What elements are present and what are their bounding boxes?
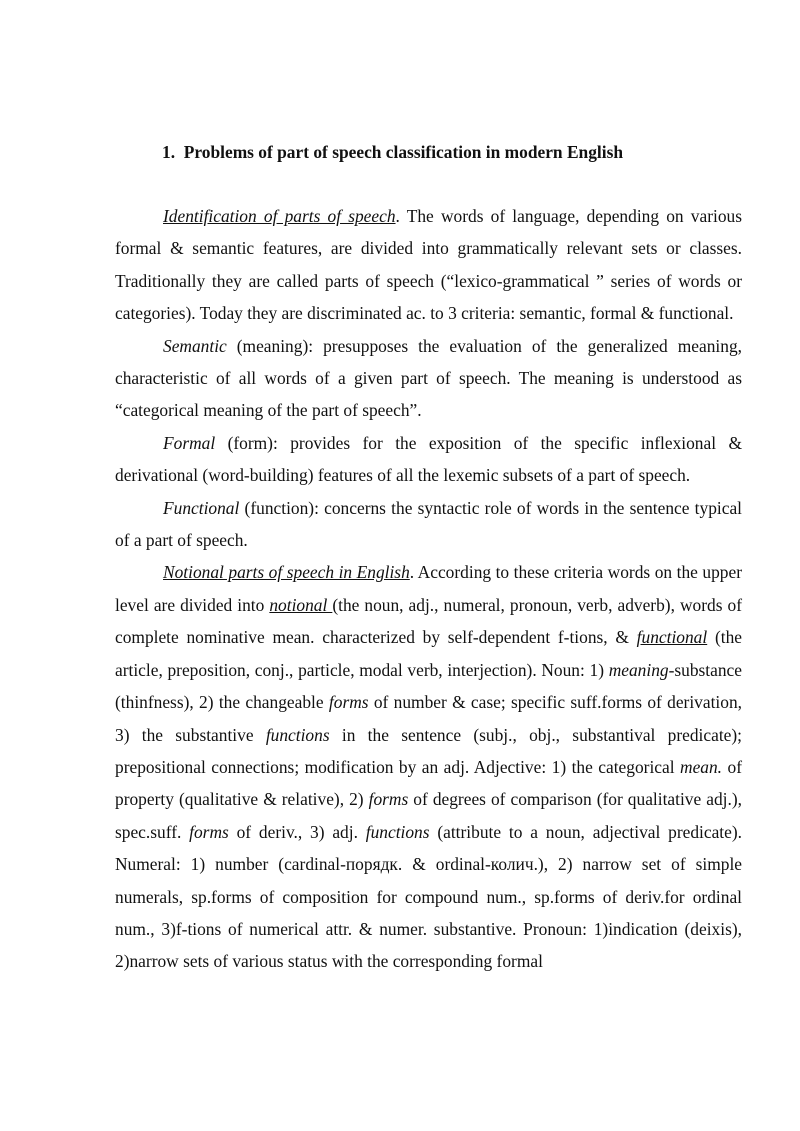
text-run: (form): provides for the exposition of the specific inflexional & derivational (word-building) features of all the lexemic subsets of a part of speech. <box>115 432 742 486</box>
paragraph <box>115 200 742 330</box>
text-run: (function): concerns the syntactic role of words in the sentence typical of a part of speech. <box>115 497 742 551</box>
text-run: of deriv., 3) adj. <box>228 821 366 842</box>
italic-term: functions <box>365 821 430 842</box>
text-run: in the sentence (subj., obj., substantival predicate); prepositional connections; modification by an adj. Adjective: 1) the categorical <box>115 724 743 777</box>
text-run: of degrees of comparison (for qualitative adj.), spec.suff. <box>115 789 742 842</box>
italic-term: functions <box>265 724 330 745</box>
text-run: (attribute to a noun, adjectival predicate). Numeral: 1) number (cardinal-порядк. & ordinal-колич.), 2) narrow set of simple numerals, sp.forms of composition for compound num., sp.forms of deriv.for ordinal num., 3)f-tions of numerical attr. & numer. substantive. Pronoun: 1)indication (deixis), 2)narrow sets of various status with the corresponding formal <box>115 821 742 972</box>
section-heading <box>162 142 623 163</box>
body-text <box>115 200 742 978</box>
text-run: . The words of language, depending on various formal & semantic features, are divided into grammatically relevant sets or classes. Traditionally they are called parts of speech (“lexico-grammatical ” series of words or categories). Today they are discriminated ac. to 3 criteria: semantic, formal & functional. <box>115 206 742 324</box>
underlined-term: Identification of parts of speech <box>163 206 396 226</box>
italic-term: Formal <box>163 432 216 453</box>
text-run: of property (qualitative & relative), 2) <box>115 756 742 810</box>
section-number: 1. <box>162 142 176 162</box>
paragraph <box>115 330 742 427</box>
text-run: (meaning): presupposes the evaluation of the generalized meaning, characteristic of all words of a given part of speech. The meaning is understood as “categorical meaning of the part of speech”. <box>115 335 742 421</box>
paragraph <box>115 492 742 557</box>
italic-term: Functional <box>163 497 240 518</box>
text-run: -substance (thinfness), 2) the changeable <box>115 659 742 713</box>
italic-term: forms <box>189 821 229 842</box>
italic-term: Semantic <box>163 335 227 356</box>
underlined-term: Notional parts of speech in English <box>163 562 410 583</box>
underlined-term: notional <box>269 594 333 615</box>
italic-term: forms <box>328 692 369 713</box>
italic-term: meaning <box>608 659 669 680</box>
text-run: . According to these criteria words on the upper level are divided into <box>115 562 742 615</box>
text-run: (the article, preposition, conj., particle, modal verb, interjection). Noun: 1) <box>115 627 742 680</box>
section-title: Problems of part of speech classification in modern English <box>183 142 624 162</box>
text-run: of number & case; specific suff.forms of derivation, 3) the substantive <box>115 692 742 745</box>
paragraph <box>115 427 742 492</box>
underlined-term: functional <box>636 627 708 648</box>
text-run: (the noun, adj., numeral, pronoun, verb, adverb), words of complete nominative mean. characterized by self-dependent f-tions, & <box>115 594 742 648</box>
italic-term: forms <box>368 789 409 810</box>
paragraph <box>115 556 742 977</box>
italic-term: mean. <box>680 756 723 777</box>
